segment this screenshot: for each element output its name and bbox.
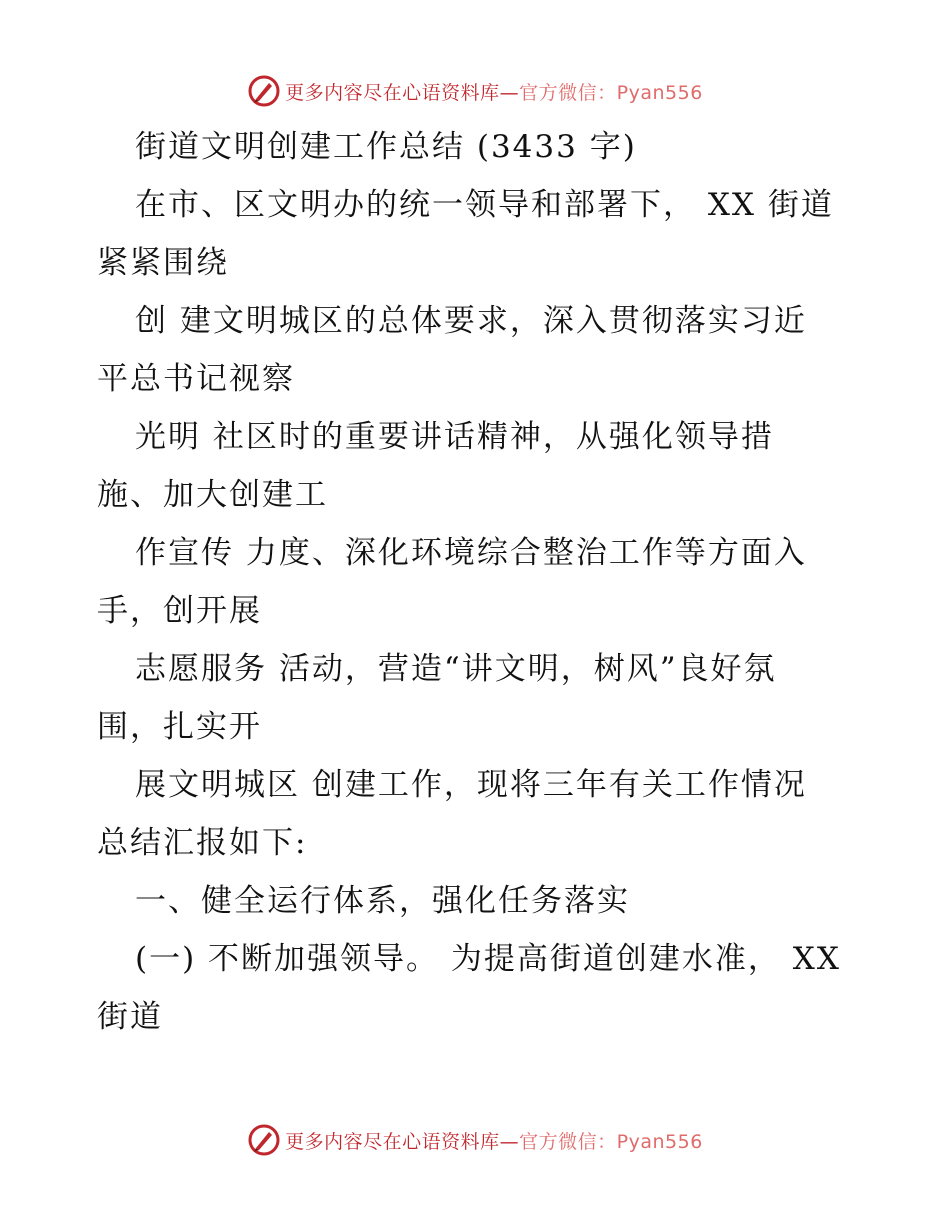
paragraph-line: 街道 bbox=[97, 999, 163, 1035]
subsection-line: (一) 不断加强领导。 为提高街道创建水准， XX bbox=[135, 941, 841, 977]
paragraph-line: 围，扎实开 bbox=[97, 709, 262, 745]
paragraph-line: 展文明城区 创建工作，现将三年有关工作情况 bbox=[135, 767, 807, 803]
pen-circle-logo-icon bbox=[247, 1123, 281, 1157]
document-body bbox=[97, 118, 857, 1046]
header-watermark-banner bbox=[0, 71, 950, 111]
paragraph-line: 作宣传 力度、深化环境综合整治工作等方面入 bbox=[135, 535, 807, 571]
banner-text: 更多内容尽在心语资料库—官方微信：Pyan556 bbox=[285, 81, 703, 104]
footer-watermark-banner bbox=[0, 1120, 950, 1160]
paragraph-line: 平总书记视察 bbox=[97, 361, 295, 397]
paragraph-line: 手，创开展 bbox=[97, 593, 262, 629]
document-title: 街道文明创建工作总结 (3433 字) bbox=[135, 129, 637, 165]
paragraph-line: 志愿服务 活动，营造“讲文明，树风”良好氛 bbox=[135, 651, 777, 687]
paragraph-line: 在市、区文明办的统一领导和部署下， XX 街道 bbox=[135, 187, 834, 223]
paragraph-line: 施、加大创建工 bbox=[97, 477, 328, 513]
paragraph-line: 光明 社区时的重要讲话精神，从强化领导措 bbox=[135, 419, 774, 455]
section-heading: 一、健全运行体系，强化任务落实 bbox=[135, 883, 630, 919]
paragraph-line: 紧紧围绕 bbox=[97, 245, 229, 281]
paragraph-line: 总结汇报如下: bbox=[97, 825, 308, 861]
pen-circle-logo-icon bbox=[247, 74, 281, 108]
paragraph-line: 创 建文明城区的总体要求，深入贯彻落实习近 bbox=[135, 303, 807, 339]
banner-text: 更多内容尽在心语资料库—官方微信：Pyan556 bbox=[285, 1130, 703, 1153]
